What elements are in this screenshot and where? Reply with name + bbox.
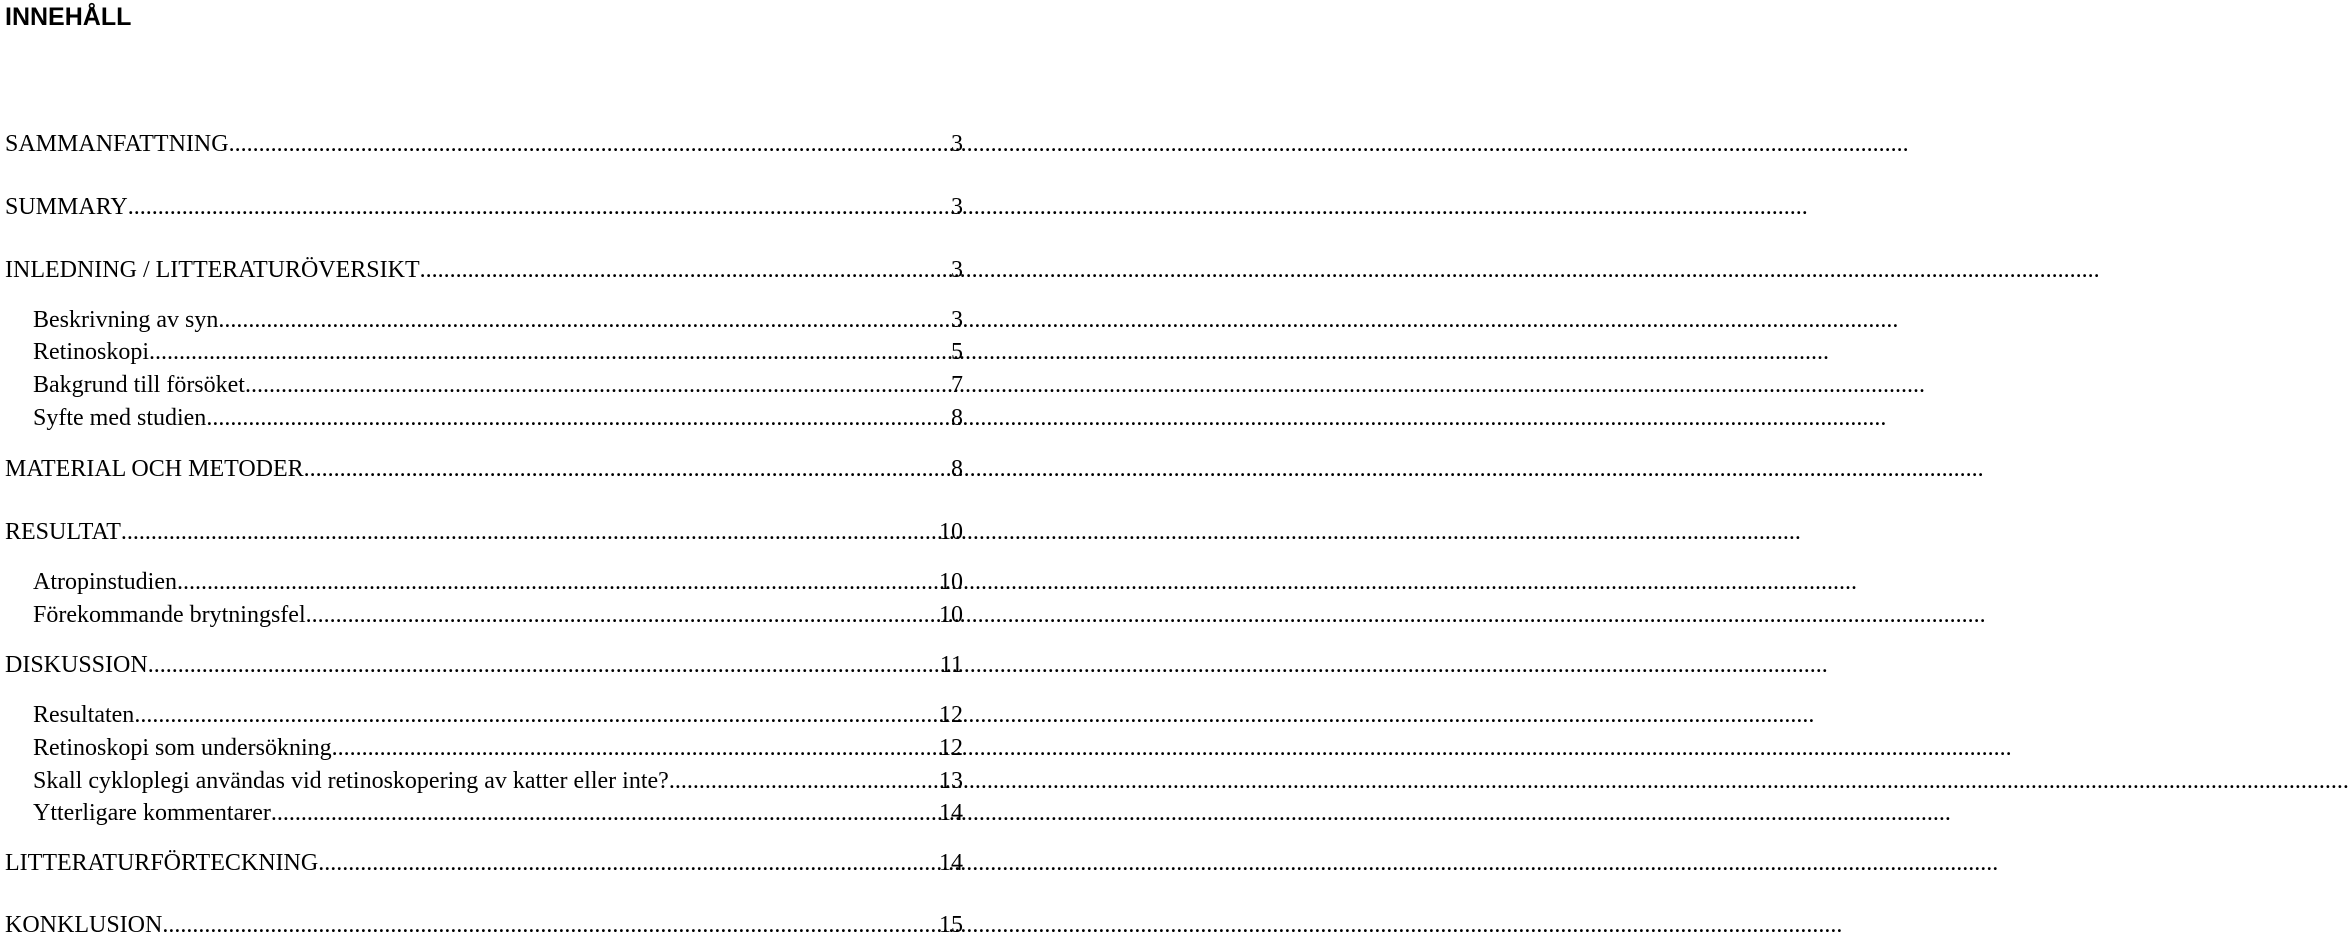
toc-entry-beskrivning-av-syn[interactable] [33, 305, 963, 335]
toc-entry-title: Skall cykloplegi användas vid retinoskopering av katter eller inte? [33, 768, 669, 794]
toc-entry-sammanfattning[interactable] [5, 129, 963, 159]
toc-entry-title: INLEDNING / LITTERATURÖVERSIKT [5, 257, 420, 283]
toc-entry-atropinstudien[interactable] [33, 567, 963, 597]
toc-entry-diskussion[interactable] [5, 650, 963, 680]
toc-entry-resultaten[interactable] [33, 700, 963, 730]
toc-dot-leader [134, 700, 939, 730]
toc-page-number: 3 [951, 257, 963, 283]
toc-entry-title: Retinoskopi [33, 339, 150, 365]
toc-entry-title: Beskrivning av syn [33, 307, 219, 333]
toc-entry-title: RESULTAT [5, 519, 121, 545]
toc-page-number: 3 [951, 307, 963, 333]
toc-entry-title: SAMMANFATTNING [5, 131, 229, 157]
toc-dot-leader [306, 600, 939, 630]
toc-entry-skall-cykloplegi[interactable] [33, 766, 963, 796]
toc-page-number: 15 [939, 912, 963, 938]
toc-page-number: 12 [939, 702, 963, 728]
toc-entry-title: DISKUSSION [5, 652, 148, 678]
toc-entry-ytterligare-kommentarer[interactable] [33, 798, 963, 828]
toc-entry-title: Retinoskopi som undersökning [33, 735, 332, 761]
toc-dot-leader [148, 650, 940, 680]
page-title: INNEHÅLL [5, 3, 132, 31]
toc-entry-litteraturforteckning[interactable] [5, 848, 963, 878]
toc-dot-leader [218, 305, 951, 335]
toc-entry-retinoskopi[interactable] [33, 337, 963, 367]
toc-entry-bakgrund[interactable] [33, 370, 963, 400]
toc-dot-leader [121, 517, 939, 547]
toc-dot-leader [304, 454, 951, 484]
toc-dot-leader [206, 403, 951, 433]
toc-entry-material-och-metoder[interactable] [5, 454, 963, 484]
toc-dot-leader [332, 733, 939, 763]
toc-dot-leader [229, 129, 951, 159]
toc-page-number: 14 [939, 850, 963, 876]
toc-entry-syfte[interactable] [33, 403, 963, 433]
toc-dot-leader [271, 798, 939, 828]
toc-page-number: 8 [951, 405, 963, 431]
toc-entry-title: Bakgrund till försöket [33, 372, 245, 398]
toc-entry-resultat[interactable] [5, 517, 963, 547]
toc-page-number: 11 [939, 652, 963, 678]
toc-entry-title: SUMMARY [5, 194, 128, 220]
toc-page-number: 8 [951, 456, 963, 482]
toc-page-number: 13 [939, 768, 963, 794]
toc-dot-leader [669, 766, 939, 796]
toc-page-number: 10 [939, 602, 963, 628]
toc-page-number: 10 [939, 569, 963, 595]
toc-dot-leader [162, 910, 939, 940]
toc-page-number: 12 [939, 735, 963, 761]
toc-page-number: 10 [939, 519, 963, 545]
toc-dot-leader [177, 567, 939, 597]
toc-page-number: 3 [951, 131, 963, 157]
toc-dot-leader [128, 192, 951, 222]
toc-entry-title: Ytterligare kommentarer [33, 800, 271, 826]
toc-page-number: 14 [939, 800, 963, 826]
toc-page-number: 5 [951, 339, 963, 365]
toc-entry-title: KONKLUSION [5, 912, 163, 938]
toc-dot-leader [245, 370, 951, 400]
toc-entry-title: Syfte med studien [33, 405, 207, 431]
toc-entry-title: Förekommande brytningsfel [33, 602, 306, 628]
toc-entry-title: Resultaten [33, 702, 135, 728]
toc-dot-leader [149, 337, 951, 367]
toc-entry-retinoskopi-som-undersokning[interactable] [33, 733, 963, 763]
toc-dot-leader [318, 848, 939, 878]
toc-entry-inledning[interactable] [5, 255, 963, 285]
toc-entry-title: Atropinstudien [33, 569, 177, 595]
toc-entry-summary[interactable] [5, 192, 963, 222]
toc-page-number: 7 [951, 372, 963, 398]
toc-entry-forekommande-brytningsfel[interactable] [33, 600, 963, 630]
toc-page-number: 3 [951, 194, 963, 220]
toc-entry-title: MATERIAL OCH METODER [5, 456, 304, 482]
toc-dot-leader [420, 255, 951, 285]
toc-entry-title: LITTERATURFÖRTECKNING [5, 850, 319, 876]
toc-entry-konklusion[interactable] [5, 910, 963, 940]
